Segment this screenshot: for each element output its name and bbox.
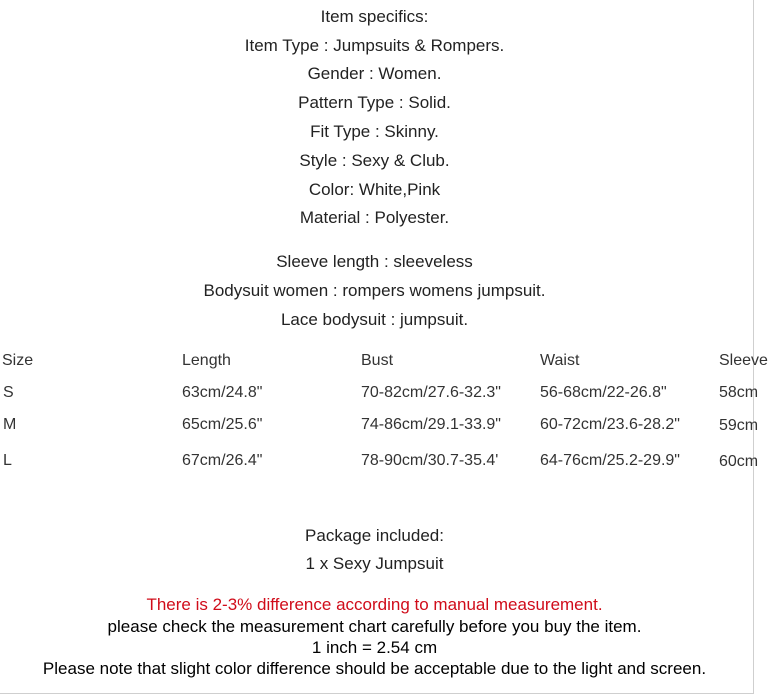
spec-sleeve-length: Sleeve length : sleeveless <box>276 252 473 271</box>
spec-pattern-type: Pattern Type : Solid. <box>298 93 451 112</box>
spec-color: Color: White,Pink <box>308 180 441 199</box>
spec-lace-bodysuit: Lace bodysuit : jumpsuit. <box>280 310 469 329</box>
size-row-l-length: 67cm/26.4" <box>182 452 263 469</box>
size-row-s-size: S <box>3 384 14 401</box>
size-row-m-bust: 74-86cm/29.1-33.9" <box>361 416 501 433</box>
size-row-l-waist: 64-76cm/25.2-29.9" <box>540 452 680 469</box>
spec-material: Material : Polyester. <box>299 208 450 227</box>
spec-item-type: Item Type : Jumpsuits & Rompers. <box>244 36 505 55</box>
size-table-header-waist: Waist <box>540 352 580 369</box>
size-table-header-sleeve: Sleeve <box>719 352 768 369</box>
size-row-m-sleeve: 59cm <box>719 417 759 434</box>
spec-fit-type: Fit Type : Skinny. <box>310 122 439 141</box>
spec-gender: Gender : Women. <box>307 64 442 83</box>
size-row-s-length: 63cm/24.8" <box>182 384 263 401</box>
size-row-m-waist: 60-72cm/23.6-28.2" <box>540 416 680 433</box>
spec-bodysuit: Bodysuit women : rompers womens jumpsuit. <box>203 281 546 300</box>
size-row-m-size: M <box>3 416 17 433</box>
size-row-s-waist: 56-68cm/22-26.8" <box>540 384 667 401</box>
package-heading: Package included: <box>305 526 444 545</box>
size-row-m-length: 65cm/25.6" <box>182 416 263 433</box>
size-row-l-size: L <box>3 452 12 469</box>
color-difference-note: Please note that slight color difference should be acceptable due to the light and screen. <box>42 659 707 678</box>
size-table <box>0 350 768 480</box>
size-table-header-length: Length <box>182 352 231 369</box>
size-row-l-bust: 78-90cm/30.7-35.4' <box>361 452 499 469</box>
size-row-s-bust: 70-82cm/27.6-32.3" <box>361 384 501 401</box>
measurement-warning: There is 2-3% difference according to manual measurement. <box>146 595 603 614</box>
size-table-header-size: Size <box>2 352 34 369</box>
spec-style: Style : Sexy & Club. <box>299 151 450 170</box>
package-content: 1 x Sexy Jumpsuit <box>305 554 444 573</box>
inch-conversion-note: 1 inch = 2.54 cm <box>311 638 438 657</box>
check-chart-note: please check the measurement chart carefully before you buy the item. <box>107 617 642 636</box>
size-table-header-bust: Bust <box>361 352 394 369</box>
size-row-l-sleeve: 60cm <box>719 453 759 470</box>
size-row-s-sleeve: 58cm <box>719 384 759 401</box>
item-specifics-heading: Item specifics: <box>320 7 429 26</box>
